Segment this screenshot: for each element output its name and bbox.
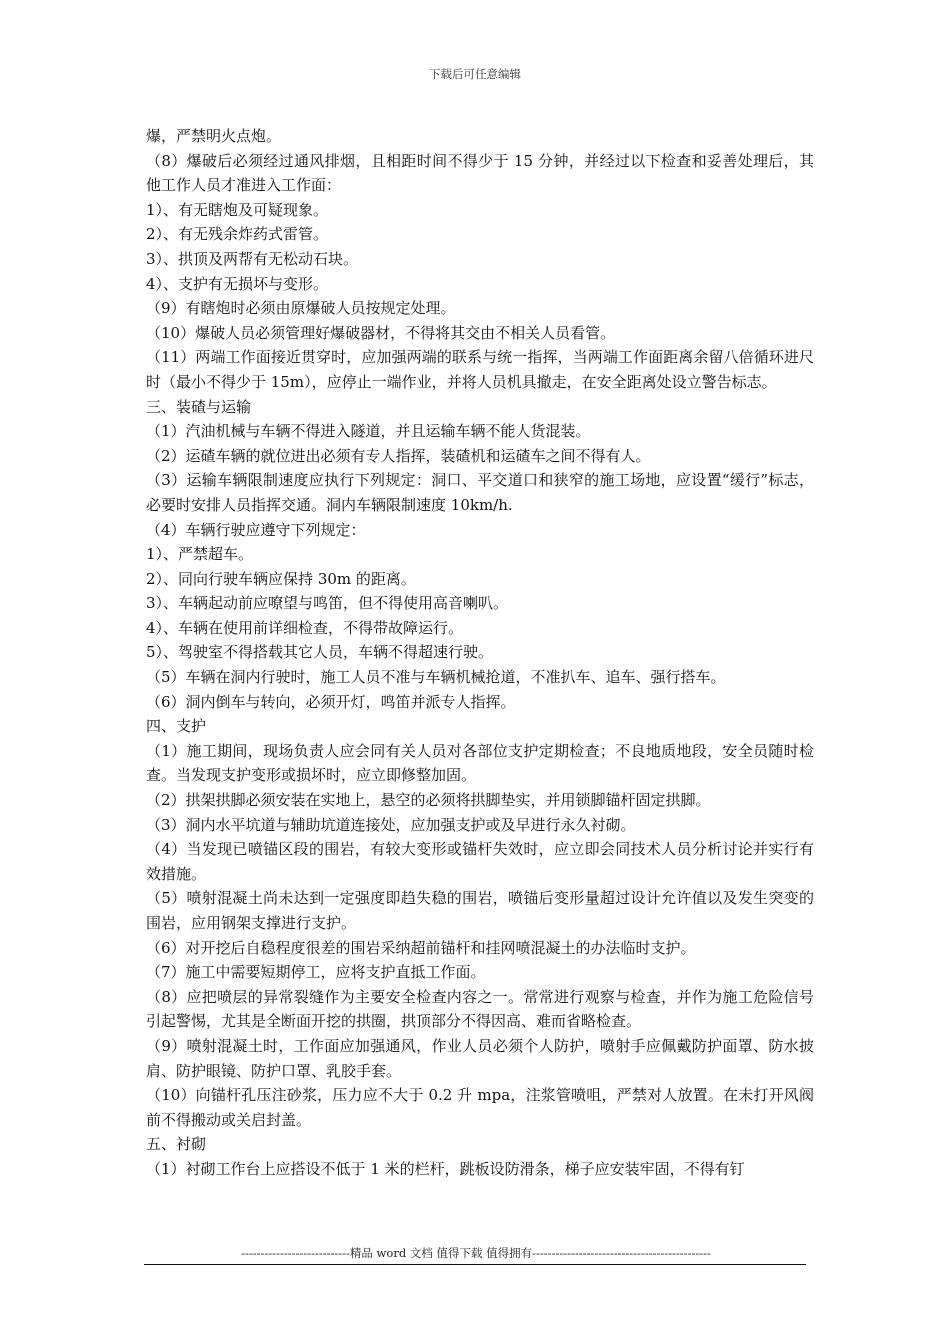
paragraph: （11）两端工作面接近贯穿时，应加强两端的联系与统一指挥，当两端工作面距离余留八倍循环进尺时（最小不得少于 15m），应停止一端作业，并将人员机具撤走，在安全距离处设立警告标志。 [146,348,814,391]
paragraph: 五、衬砌 [146,1135,207,1154]
paragraph: 2）、同向行驶车辆应保持 30m 的距离。 [146,569,416,588]
paragraph: （8）应把喷层的异常裂缝作为主要安全检查内容之一。常常进行观察与检查，并作为施工危险信号引起警惕，尤其是全断面开挖的拱圈，拱顶部分不得因高、难而省略检查。 [146,987,814,1031]
paragraph: （1）汽油机械与车辆不得进入隧道，并且运输车辆不能人货混装。 [146,422,591,441]
paragraph: 四、支护 [146,717,207,736]
paragraph: 三、装碴与运输 [146,397,252,416]
paragraph: （9）喷射混凝土时，工作面应加强通风，作业人员必须个人防护，喷射手应佩戴防护面罩、防水披肩、防护眼镜、防护口罩、乳胶手套。 [146,1036,814,1080]
paragraph: （5）车辆在洞内行驶时，施工人员不准与车辆机械抢道，不准扒车、追车、强行搭车。 [146,668,726,687]
paragraph: （1）衬砌工作台上应搭设不低于 1 米的栏杆，跳板设防滑条，梯子应安装牢固，不得有钉 [146,1159,745,1178]
paragraph: 4）、车辆在使用前详细检查，不得带故障运行。 [146,618,464,637]
paragraph: 2）、有无残余炸药式雷管。 [146,225,329,244]
paragraph: 1）、有无瞎炮及可疑现象。 [146,200,329,219]
paragraph: （2）拱架拱脚必须安装在实地上，悬空的必须将拱脚垫实，并用锁脚锚杆固定拱脚。 [146,791,711,810]
paragraph: （9）有瞎炮时必须由原爆破人员按规定处理。 [146,299,456,318]
document-body [146,124,814,1182]
page-footer: ----------------------------精品 word 文档 值得下载 值得拥有---------------------------------------------- [241,1246,711,1260]
paragraph: （1）施工期间，现场负责人应会同有关人员对各部位支护定期检查；不良地质地段，安全员随时检查。当发现支护变形或损坏时，应立即修整加固。 [146,741,814,785]
footer-rule [144,1264,806,1265]
paragraph: （4）车辆行驶应遵守下列规定： [146,520,366,539]
paragraph: 3）、车辆起动前应嘹望与鸣笛，但不得使用高音喇叭。 [146,594,509,613]
paragraph: （7）施工中需要短期停工，应将支护直抵工作面。 [146,963,486,982]
paragraph: （8）爆破后必须经过通风排烟，且相距时间不得少于 15 分钟，并经过以下检查和妥善处理后，其他工作人员才准进入工作面： [146,151,814,195]
paragraph: （4）当发现已喷锚区段的围岩，有较大变形或锚杆失效时，应立即会同技术人员分析讨论并实行有效措施。 [146,840,814,883]
paragraph: （10）向锚杆孔压注砂浆，压力应不大于 0.2 升 mpa，注浆管喷咀，严禁对人放置。在未打开风阀前不得搬动或关启封盖。 [146,1086,814,1129]
paragraph: （2）运碴车辆的就位进出必须有专人指挥，装碴机和运碴车之间不得有人。 [146,446,651,465]
paragraph: 5）、驾驶室不得搭载其它人员，车辆不得超速行驶。 [146,643,494,662]
paragraph: （6）对开挖后自稳程度很差的围岩采纳超前锚杆和挂网喷混凝土的办法临时支护。 [146,938,696,957]
paragraph: （3）运输车辆限制速度应执行下列规定：洞口、平交道口和狭窄的施工场地，应设置“缓行”标志，必要时安排人员指挥交通。洞内车辆限制速度 10km/h. [146,471,814,514]
paragraph: （3）洞内水平坑道与辅助坑道连接处，应加强支护或及早进行永久衬砌。 [146,815,636,834]
paragraph: 3）、拱顶及两帮有无松动石块。 [146,249,359,268]
paragraph: （6）洞内倒车与转向，必须开灯，鸣笛并派专人指挥。 [146,692,516,711]
paragraph: 4）、支护有无损坏与变形。 [146,274,329,293]
paragraph: 爆，严禁明火点炮。 [146,127,282,145]
paragraph: 1）、严禁超车。 [146,545,254,564]
page-header: 下载后可任意编辑 [429,67,521,81]
paragraph: （10）爆破人员必须管理好爆破器材，不得将其交由不相关人员看管。 [146,323,616,342]
paragraph: （5）喷射混凝土尚未达到一定强度即趋失稳的围岩，喷锚后变形量超过设计允许值以及发生突变的围岩，应用钢架支撑进行支护。 [146,889,814,932]
